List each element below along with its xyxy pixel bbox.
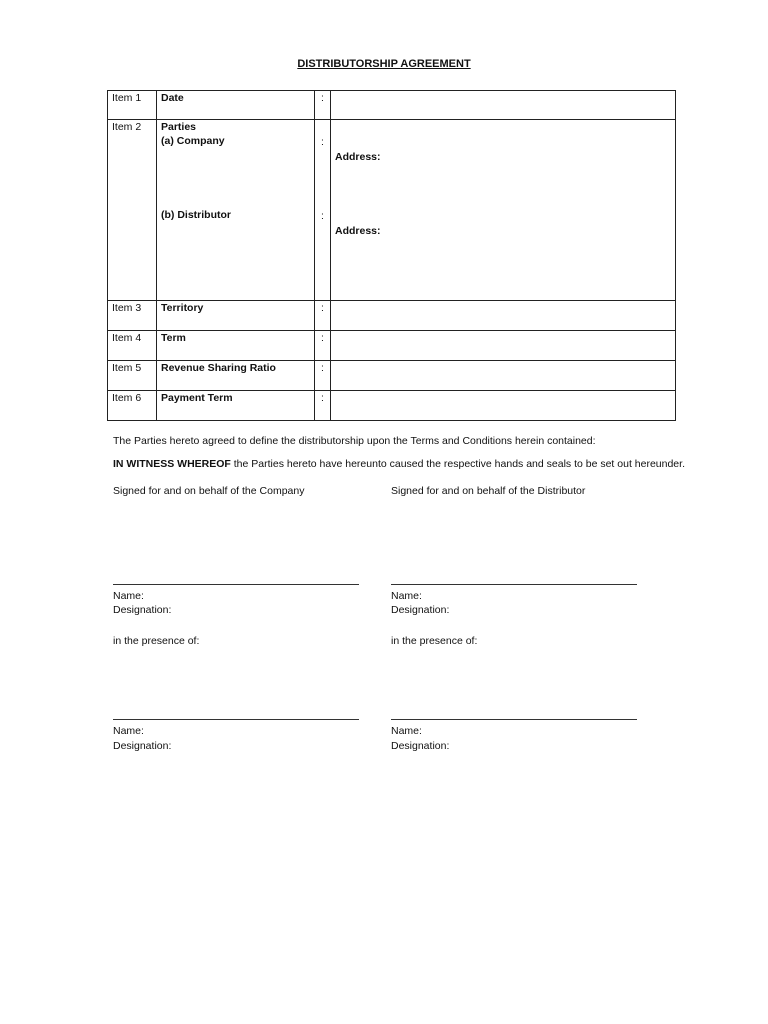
witness-paragraph xyxy=(113,458,685,470)
company-witness-designation-label: Designation: xyxy=(113,740,172,752)
witness-rest-text: the Parties hereto have hereunto caused the respective hands and seals to be set out hereunder. xyxy=(230,458,685,470)
item-number: Item 5 xyxy=(108,361,157,391)
distributor-colon: : xyxy=(321,210,324,222)
distributor-sublabel: (b) Distributor xyxy=(161,209,231,221)
company-witness-name-label: Name: xyxy=(113,725,144,737)
distributor-presence-label: in the presence of: xyxy=(391,635,478,647)
company-address-label: Address: xyxy=(335,151,381,163)
item-label: Date xyxy=(157,91,315,120)
table-row-item-6 xyxy=(108,391,676,421)
table-row-item-1 xyxy=(108,91,676,120)
distributor-witness-name-label: Name: xyxy=(391,725,422,737)
item-value-field[interactable] xyxy=(331,391,676,421)
table-row-item-2 xyxy=(108,120,676,301)
company-signature-heading: Signed for and on behalf of the Company xyxy=(113,485,305,497)
distributor-witness-signature-line[interactable] xyxy=(391,719,637,720)
item-label: Revenue Sharing Ratio xyxy=(157,361,315,391)
table-row-item-3 xyxy=(108,301,676,331)
table-row-item-5 xyxy=(108,361,676,391)
item-number: Item 1 xyxy=(108,91,157,120)
item-label: Payment Term xyxy=(157,391,315,421)
distributor-address-label: Address: xyxy=(335,225,381,237)
company-presence-label: in the presence of: xyxy=(113,635,200,647)
company-witness-signature-line[interactable] xyxy=(113,719,359,720)
parties-value-field[interactable] xyxy=(331,120,676,301)
distributor-designation-label: Designation: xyxy=(391,604,450,616)
document-title: DISTRIBUTORSHIP AGREEMENT xyxy=(297,58,471,70)
company-designation-label: Designation: xyxy=(113,604,172,616)
item-colon: : xyxy=(315,301,331,331)
item-label: Term xyxy=(157,331,315,361)
item-colon-cell xyxy=(315,120,331,301)
item-colon: : xyxy=(315,361,331,391)
terms-paragraph: The Parties hereto agreed to define the distributorship upon the Terms and Conditions herein contained: xyxy=(113,435,596,447)
item-value-field[interactable] xyxy=(331,91,676,120)
item-label: Parties xyxy=(161,121,197,133)
item-value-field[interactable] xyxy=(331,301,676,331)
company-signature-line[interactable] xyxy=(113,584,359,585)
company-sublabel: (a) Company xyxy=(161,135,225,147)
items-table xyxy=(107,90,676,421)
item-number: Item 2 xyxy=(108,120,157,301)
item-number: Item 6 xyxy=(108,391,157,421)
item-colon: : xyxy=(315,91,331,120)
witness-bold-text: IN WITNESS WHEREOF xyxy=(113,458,231,470)
item-label: Territory xyxy=(157,301,315,331)
item-label-cell xyxy=(157,120,315,301)
item-value-field[interactable] xyxy=(331,331,676,361)
item-colon: : xyxy=(315,391,331,421)
company-name-label: Name: xyxy=(113,590,144,602)
item-colon: : xyxy=(315,331,331,361)
company-colon: : xyxy=(321,136,324,148)
distributor-signature-line[interactable] xyxy=(391,584,637,585)
table-row-item-4 xyxy=(108,331,676,361)
item-number: Item 4 xyxy=(108,331,157,361)
item-value-field[interactable] xyxy=(331,361,676,391)
distributor-name-label: Name: xyxy=(391,590,422,602)
distributor-signature-heading: Signed for and on behalf of the Distributor xyxy=(391,485,586,497)
distributor-witness-designation-label: Designation: xyxy=(391,740,450,752)
item-number: Item 3 xyxy=(108,301,157,331)
